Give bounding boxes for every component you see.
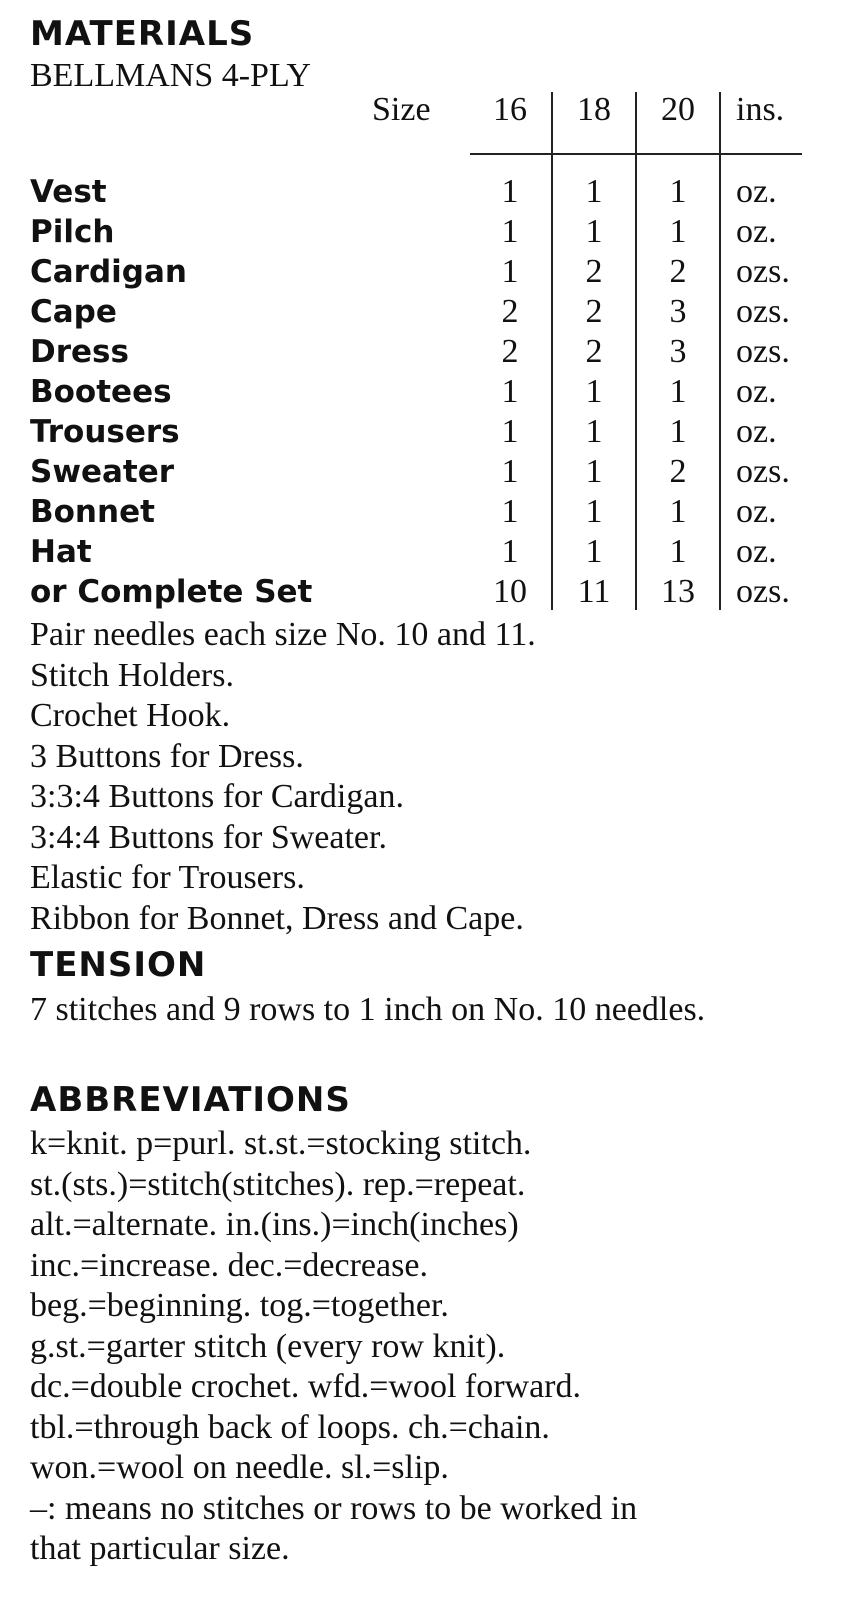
table-cell: 10	[493, 573, 527, 610]
table-cell: 1	[669, 173, 687, 210]
table-cell: 1	[669, 413, 687, 450]
list-item: 3 Buttons for Dress.	[30, 737, 304, 775]
table-cell: 1	[585, 213, 603, 250]
unit-cell: oz.	[736, 173, 777, 210]
table-cell: 1	[585, 493, 603, 530]
table-cell: 2	[585, 293, 603, 330]
list-item: tbl.=through back of loops. ch.=chain.	[30, 1408, 550, 1446]
table-cell: 2	[585, 333, 603, 370]
list-item: st.(sts.)=stitch(stitches). rep.=repeat.	[30, 1165, 526, 1203]
size-header-20: 20	[661, 91, 695, 128]
table-cell: 1	[501, 213, 519, 250]
yarn-name: BELLMANS 4-PLY	[30, 57, 311, 94]
materials-heading: MATERIALS	[30, 14, 255, 54]
table-cell: 13	[661, 573, 695, 610]
table-cell: 1	[585, 533, 603, 570]
unit-cell: ozs.	[736, 453, 790, 490]
table-cell: 1	[501, 453, 519, 490]
size-label: Size	[372, 91, 431, 128]
list-item: beg.=beginning. tog.=together.	[30, 1287, 449, 1324]
table-cell: 1	[585, 413, 603, 450]
list-item: Pair needles each size No. 10 and 11.	[30, 616, 536, 653]
table-cell: 1	[585, 373, 603, 410]
table-cell: 1	[669, 533, 687, 570]
list-item: k=knit. p=purl. st.st.=stocking stitch.	[30, 1125, 532, 1162]
unit-cell: oz.	[736, 373, 777, 410]
abbreviations-list	[30, 1124, 637, 1570]
list-item: won.=wool on needle. sl.=slip.	[30, 1449, 449, 1486]
table-cell: 2	[585, 253, 603, 290]
row-label-hat: Hat	[30, 534, 92, 570]
row-label-complete-set: or Complete Set	[30, 574, 313, 610]
unit-cell: oz.	[736, 213, 777, 250]
row-label-pilch: Pilch	[30, 214, 115, 250]
table-cell: 11	[577, 573, 611, 610]
table-cell: 1	[501, 373, 519, 410]
unit-cell: ozs.	[736, 293, 790, 330]
table-cell: 2	[501, 333, 519, 370]
table-cell: 1	[501, 493, 519, 530]
size-header-18: 18	[577, 91, 611, 128]
unit-header: ins.	[736, 91, 785, 128]
unit-cell: oz.	[736, 413, 777, 450]
table-cell: 2	[669, 253, 687, 290]
list-item: dc.=double crochet. wfd.=wool forward.	[30, 1368, 582, 1405]
list-item: –: means no stitches or rows to be worked in	[30, 1489, 638, 1527]
row-label-bootees: Bootees	[30, 374, 172, 410]
unit-cell: oz.	[736, 533, 777, 570]
column-divider-1	[551, 92, 553, 610]
row-label-trousers: Trousers	[30, 414, 180, 450]
row-label-sweater: Sweater	[30, 454, 175, 490]
abbreviations-heading: ABBREVIATIONS	[30, 1080, 351, 1120]
unit-cell: ozs.	[736, 253, 790, 290]
list-item: Elastic for Trousers.	[30, 859, 305, 896]
list-item: Ribbon for Bonnet, Dress and Cape.	[30, 899, 524, 937]
table-cell: 1	[501, 413, 519, 450]
table-cell: 2	[501, 293, 519, 330]
table-cell: 1	[585, 173, 603, 210]
list-item: alt.=alternate. in.(ins.)=inch(inches)	[30, 1206, 519, 1243]
table-cell: 1	[669, 373, 687, 410]
tension-heading: TENSION	[30, 945, 207, 985]
row-label-dress: Dress	[30, 334, 129, 370]
table-cell: 1	[501, 173, 519, 210]
list-item: 3:4:4 Buttons for Sweater.	[30, 818, 387, 856]
table-cell: 1	[501, 253, 519, 290]
table-cell: 1	[669, 213, 687, 250]
column-divider-3	[719, 92, 721, 610]
row-label-bonnet: Bonnet	[30, 494, 155, 530]
list-item: that particular size.	[30, 1530, 290, 1567]
materials-extras-list	[30, 615, 536, 939]
tension-text: 7 stitches and 9 rows to 1 inch on No. 10 needles.	[30, 991, 706, 1028]
column-divider-2	[635, 92, 637, 610]
list-item: g.st.=garter stitch (every row knit).	[30, 1327, 506, 1365]
list-item: 3:3:4 Buttons for Cardigan.	[30, 778, 404, 815]
unit-cell: ozs.	[736, 333, 790, 370]
row-label-vest: Vest	[30, 174, 107, 210]
size-header-16: 16	[493, 91, 527, 128]
row-label-cardigan: Cardigan	[30, 254, 187, 290]
list-item: Stitch Holders.	[30, 656, 234, 694]
table-cell: 2	[669, 453, 687, 490]
table-cell: 1	[501, 533, 519, 570]
table-cell: 1	[669, 493, 687, 530]
unit-cell: ozs.	[736, 573, 790, 610]
row-label-cape: Cape	[30, 294, 117, 330]
table-cell: 1	[585, 453, 603, 490]
unit-cell: oz.	[736, 493, 777, 530]
table-cell: 3	[669, 333, 687, 370]
list-item: inc.=increase. dec.=decrease.	[30, 1246, 428, 1284]
list-item: Crochet Hook.	[30, 697, 231, 734]
table-cell: 3	[669, 293, 687, 330]
